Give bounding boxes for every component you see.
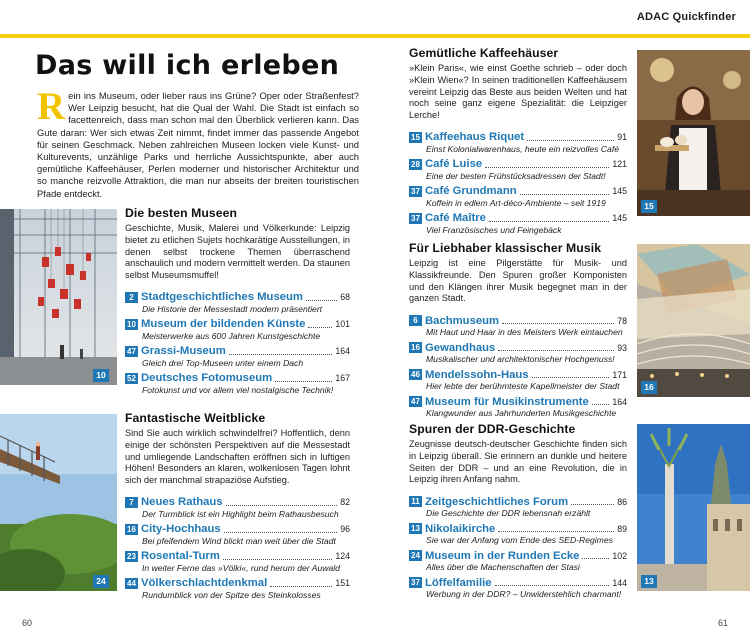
dot-leader [306, 293, 337, 301]
entry-page-number: 93 [617, 342, 627, 353]
entry-number-badge: 37 [409, 577, 422, 588]
entry-number-badge: 15 [409, 132, 422, 143]
entry-description: Klangwunder aus Jahrhunderten Musikgeschichte [426, 408, 617, 419]
entry-description: Alles über die Machenschaften der Stasi [426, 562, 580, 573]
entry-number-badge: 16 [409, 342, 422, 353]
page-number-right: 61 [717, 618, 728, 628]
entry-description: Meisterwerke aus 600 Jahren Kunstgeschichte [142, 330, 321, 341]
entry-link[interactable]: Löffelfamilie [425, 576, 492, 589]
entry-link[interactable]: Rosental-Turm [141, 550, 220, 563]
entry-page-number: 144 [612, 577, 627, 588]
entry-number-badge: 52 [125, 373, 138, 384]
entry-description: Eine der besten Frühstücksadressen der Stadt! [426, 170, 606, 181]
dot-leader [498, 524, 614, 532]
dot-leader [308, 320, 332, 328]
entry-number-badge: 13 [409, 523, 422, 534]
list-item[interactable] [409, 131, 627, 155]
intro-text: ein ins Museum, oder lieber raus ins Grüne? Oper oder Straßenfest? Wer Leipzig besucht, hat die Qual der Wahl. Die Stadt ist einfach so facettenreich, dass man schon mal den Überblick verlieren kann. Das Gute daran: Wer sich etwas Zeit nimmt, findet immer das passende Angebot für seinen Geschmack. Neben zahlreichen Museen locken viele Kunst- und Kulturevents, unzählige Parks und herrliche Aussichtspunkte, aber auch gemütliche Kaffeehäuser, Perlen moderner und historischer Architektur und so manche reizvolle Attraktion, die man nur abseits der breiten touristischen Pfade entdeckt. [37, 90, 359, 199]
entry-link[interactable]: Café Luise [425, 158, 483, 171]
entry-description: Der Turmblick ist ein Highlight beim Rathausbesuch [142, 508, 339, 519]
entry-page-number: 124 [335, 551, 350, 562]
list-item[interactable] [409, 185, 627, 209]
entry-description: Werbung in der DDR? – Unwiderstehlich charmant! [426, 589, 622, 600]
entry-description: Einst Kolonialwarenhaus, heute ein reizvolles Café [426, 143, 619, 154]
photo-badge: 24 [93, 575, 109, 588]
section-text: Sind Sie auch wirklich schwindelfrei? Hoffentlich, denn einige der schönsten Perspektiven auf die Messestadt und umliegende Landschaften eröffnen sich in luftigen Höhen! Besonders an klaren, wolkenlosen Tagen lohnt sich der manchmal strapaziöse Aufstieg. [125, 428, 350, 486]
list-item[interactable] [409, 549, 627, 573]
section-weitblicke [125, 411, 350, 604]
list-item[interactable] [409, 314, 627, 338]
photo-observation-tower [0, 414, 117, 591]
entry-page-number: 121 [612, 159, 627, 170]
entry-number-badge: 44 [125, 578, 138, 589]
photo-badge: 13 [641, 575, 657, 588]
page-number-left: 60 [22, 618, 33, 628]
list-item[interactable] [125, 372, 350, 396]
entry-description: Viel Französisches und Feingebäck [426, 224, 562, 235]
photo-gewandhaus-ceiling [637, 244, 750, 397]
intro-paragraph [37, 85, 359, 200]
entry-link[interactable]: Museum in der Runden Ecke [425, 549, 580, 562]
entry-number-badge: 23 [125, 551, 138, 562]
dot-leader [495, 578, 610, 586]
entry-link[interactable]: Stadtgeschichtliches Museum [141, 291, 303, 304]
entry-number-badge: 28 [409, 159, 422, 170]
entry-page-number: 167 [335, 373, 350, 384]
entry-link[interactable]: Kaffeehaus Riquet [425, 131, 525, 144]
entry-list [409, 495, 627, 600]
entry-number-badge: 11 [409, 496, 422, 507]
entry-number-badge: 47 [409, 396, 422, 407]
entry-description: Sie war der Anfang vom Ende des SED-Regimes [426, 535, 613, 546]
dot-leader [224, 525, 337, 533]
section-title: Für Liebhaber klassischer Musik [409, 241, 602, 255]
dot-leader [489, 214, 609, 222]
entry-number-badge: 10 [125, 319, 138, 330]
dot-leader [275, 374, 332, 382]
entry-link[interactable]: Deutsches Fotomuseum [141, 372, 273, 385]
entry-number-badge: 47 [125, 346, 138, 357]
entry-page-number: 68 [340, 292, 350, 303]
page-title: Das will ich erleben [35, 50, 340, 81]
list-item[interactable] [125, 577, 350, 601]
entry-page-number: 151 [335, 578, 350, 589]
list-item[interactable] [409, 495, 627, 519]
entry-link[interactable]: Gewandhaus [425, 341, 496, 354]
entry-description: Hier lebte der berühmteste Kapellmeister der Stadt [426, 381, 620, 392]
dot-leader [571, 497, 614, 505]
section-text: Leipzig ist eine Pilgerstätte für Musik- und Klassikfreunde. Den Spuren großer Komponisten und den Klängen ihrer Musik begegnet man in der ganzen Stadt. [409, 258, 627, 304]
entry-description: Bei pfeifendem Wind blickt man weit über die Stadt [142, 535, 336, 546]
entry-page-number: 78 [617, 315, 627, 326]
dot-leader [502, 316, 614, 324]
entry-page-number: 164 [335, 346, 350, 357]
entry-link[interactable]: Café Maître [425, 212, 486, 225]
list-item[interactable] [409, 368, 627, 392]
entry-page-number: 145 [612, 186, 627, 197]
list-item[interactable] [125, 496, 350, 520]
photo-badge: 10 [93, 369, 109, 382]
dot-leader [229, 347, 333, 355]
list-item[interactable] [125, 345, 350, 369]
section-title: Spuren der DDR-Geschichte [409, 422, 576, 436]
entry-link[interactable]: City-Hochhaus [141, 523, 221, 536]
entry-number-badge: 6 [409, 315, 422, 326]
entry-number-badge: 37 [409, 186, 422, 197]
photo-museum-atrium [0, 209, 117, 385]
entry-link[interactable]: Café Grundmann [425, 185, 517, 198]
entry-page-number: 171 [612, 369, 627, 380]
dot-leader [223, 552, 332, 560]
entry-link[interactable]: Zeitgeschichtliches Forum [425, 495, 569, 508]
entry-page-number: 86 [617, 496, 627, 507]
dot-leader [498, 343, 614, 351]
section-text: Zeugnisse deutsch-deutscher Geschichte finden sich in Leipzig überall. Sie erinnern an dunkle und heitere Seiten der DDR – und an eine Revolution, die in Leipzig ihren Anfang nahm. [409, 439, 627, 485]
section-klassische-musik [409, 241, 627, 422]
intro-dropcap: R [37, 85, 66, 128]
dot-leader [226, 498, 338, 506]
entry-page-number: 164 [612, 396, 627, 407]
list-item[interactable] [125, 550, 350, 574]
dot-leader [532, 370, 610, 378]
entry-link[interactable]: Museum der bildenden Künste [141, 318, 306, 331]
photo-badge: 15 [641, 200, 657, 213]
entry-number-badge: 24 [409, 550, 422, 561]
photo-cafe-waitress [637, 50, 750, 216]
dot-leader [520, 187, 610, 195]
section-title: Die besten Museen [125, 206, 238, 220]
list-item[interactable] [409, 212, 627, 236]
entry-link[interactable]: Mendelssohn-Haus [425, 368, 529, 381]
entry-description: Fotokunst und vor allem viel nostalgische Technik! [142, 384, 334, 395]
dot-leader [592, 397, 609, 405]
entry-page-number: 145 [612, 213, 627, 224]
dot-leader [485, 160, 609, 168]
entry-description: Die Geschichte der DDR lebensnah erzählt [426, 508, 591, 519]
entry-description: Musikalischer und architektonischer Hochgenuss! [426, 354, 615, 365]
entry-description: In weiter Ferne das »Völki«, rund herum der Auwald [142, 562, 340, 573]
header-accent-bar [0, 34, 750, 38]
section-text: »Klein Paris«, wie einst Goethe schrieb – oder doch »Klein Wien«? In seinen traditionellen Kaffeehäusern vereint Leipzig das Beste aus beiden Welten und hat noch seine ganz eigene Spezialität: die Leipziger Lerche! [409, 63, 627, 121]
entry-description: Koffein in edlem Art-déco-Ambiente – seit 1919 [426, 197, 606, 208]
entry-number-badge: 46 [409, 369, 422, 380]
list-item[interactable] [409, 158, 627, 182]
dot-leader [582, 551, 609, 559]
entry-list [125, 291, 350, 396]
entry-link[interactable]: Völkerschlachtdenkmal [141, 577, 268, 590]
entry-link[interactable]: Neues Rathaus [141, 496, 223, 509]
entry-number-badge: 37 [409, 213, 422, 224]
entry-number-badge: 2 [125, 292, 138, 303]
dot-leader [527, 133, 614, 141]
entry-list [409, 131, 627, 236]
entry-page-number: 82 [340, 497, 350, 508]
list-item[interactable] [409, 341, 627, 365]
entry-number-badge: 7 [125, 497, 138, 508]
entry-link[interactable]: Museum für Musikinstrumente [425, 395, 589, 408]
entry-page-number: 89 [617, 523, 627, 534]
entry-description: Die Historie der Messestadt modern präsentiert [142, 303, 323, 314]
header-title: ADAC Quickfinder [636, 11, 736, 23]
section-ddr-geschichte [409, 422, 627, 603]
entry-description: Rundumblick von der Spitze des Steinkolosses [142, 589, 321, 600]
entry-page-number: 96 [340, 524, 350, 535]
dot-leader [270, 579, 332, 587]
list-item[interactable] [125, 523, 350, 547]
entry-list [409, 314, 627, 419]
photo-nikolaikirche-column [637, 424, 750, 591]
list-item[interactable] [409, 395, 627, 419]
section-title: Gemütliche Kaffeehäuser [409, 46, 559, 60]
photo-badge: 16 [641, 381, 657, 394]
section-museen [125, 206, 350, 399]
section-kaffeehaeuser [409, 46, 627, 239]
list-item[interactable] [125, 318, 350, 342]
list-item[interactable] [125, 291, 350, 315]
list-item[interactable] [409, 522, 627, 546]
entry-page-number: 101 [335, 319, 350, 330]
section-title: Fantastische Weitblicke [125, 411, 266, 425]
entry-list [125, 496, 350, 601]
section-text: Geschichte, Musik, Malerei und Völkerkunde: Leipzig bietet zu etlichen Sujets hochkarätige Ausstellungen, in denen selbst trockene Themen überraschend anschaulich und modern vermittelt werden. Da staunen selbst Museumsmuffel! [125, 223, 350, 281]
entry-page-number: 102 [612, 550, 627, 561]
entry-description: Gleich drei Top-Museen unter einem Dach [142, 357, 304, 368]
entry-link[interactable]: Grassi-Museum [141, 345, 226, 358]
entry-number-badge: 16 [125, 524, 138, 535]
entry-link[interactable]: Bachmuseum [425, 314, 500, 327]
entry-description: Mit Haut und Haar in des Meisters Werk eintauchen [426, 327, 623, 338]
entry-page-number: 91 [617, 132, 627, 143]
entry-link[interactable]: Nikolaikirche [425, 522, 496, 535]
list-item[interactable] [409, 576, 627, 600]
